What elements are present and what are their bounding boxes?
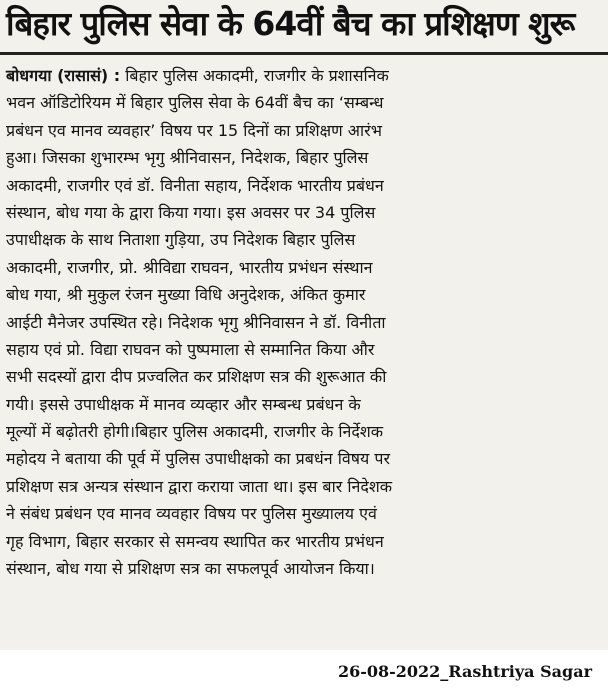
article-body <box>6 62 608 582</box>
article-line: ने संबंध प्रबंधन एव मानव व्यवहार विषय पर पुलिस मुख्यालय एवं <box>6 504 377 524</box>
article-line <box>6 62 608 89</box>
source-caption: 26-08-2022_Rashtriya Sagar <box>337 662 592 681</box>
headline: बिहार पुलिस सेवा के 64वीं बैच का प्रशिक्षण शुरू <box>6 4 575 43</box>
dateline: बोधगया (रासासं) : <box>6 66 121 85</box>
article-line: अकादमी, राजगीर, प्रो. श्रीविद्या राघवन, भारतीय प्रभंधन संस्थान <box>6 257 373 277</box>
article-line: संस्थान, बोध गया से प्रशिक्षण सत्र का सफलपूर्व आयोजन किया। <box>6 559 375 579</box>
article-line: हुआ। जिसका शुभारम्भ भृगु श्रीनिवासन, निदेशक, बिहार पुलिस <box>6 148 369 168</box>
article-line: भवन ऑडिटोरियम में बिहार पुलिस सेवा के 64वीं बैच का ‘सम्बन्ध <box>6 93 384 113</box>
article-line: अकादमी, राजगीर एवं डॉ. विनीता सहाय, निर्देशक भारतीय प्रबंधन <box>6 175 384 195</box>
article-line: बोध गया, श्री मुकुल रंजन मुख्या विधि अनुदेशक, अंकित कुमार <box>6 285 366 305</box>
article-line: गयी। इससे उपाधीक्षक में मानव व्यव्हार और सम्बन्ध प्रबंधन के <box>6 394 361 414</box>
article-line: सभी सदस्यों द्वारा दीप प्रज्वलित कर प्रशिक्षण सत्र की शुरूआत की <box>6 367 387 387</box>
headline-divider <box>0 52 608 55</box>
article-line: गृह विभाग, बिहार सरकार से समन्वय स्थापित कर भारतीय प्रभंधन <box>6 531 384 551</box>
article-line-text: बिहार पुलिस अकादमी, राजगीर के प्रशासनिक <box>125 66 389 85</box>
article-line: उपाधीक्षक के साथ निताशा गुड़िया, उप निदेशक बिहार पुलिस <box>6 230 356 250</box>
article-line: प्रशिक्षण सत्र अन्यत्र संस्थान द्वारा कराया जाता था। इस बार निदेशक <box>6 476 393 496</box>
article-line: मूल्यों में बढ़ोतरी होगी।बिहार पुलिस अकादमी, राजगीर के निर्देशक <box>6 422 384 442</box>
article-line: आईटी मैनेजर उपस्थित रहे। निदेशक भृगु श्रीनिवासन ने डॉ. विनीता <box>6 312 386 332</box>
article-line: सहाय एवं प्रो. विद्या राघवन को पुष्पमाला से सम्मानित किया और <box>6 339 375 359</box>
article-line: संस्थान, बोध गया के द्वारा किया गया। इस अवसर पर 34 पुलिस <box>6 202 376 222</box>
article-line: प्रबंधन एव मानव व्यवहार’ विषय पर 15 दिनों का प्रशिक्षण आरंभ <box>6 120 382 140</box>
article-line: महोदय ने बताया की पूर्व में पुलिस उपाधीक्षको का प्रबधंन विषय पर <box>6 449 390 469</box>
